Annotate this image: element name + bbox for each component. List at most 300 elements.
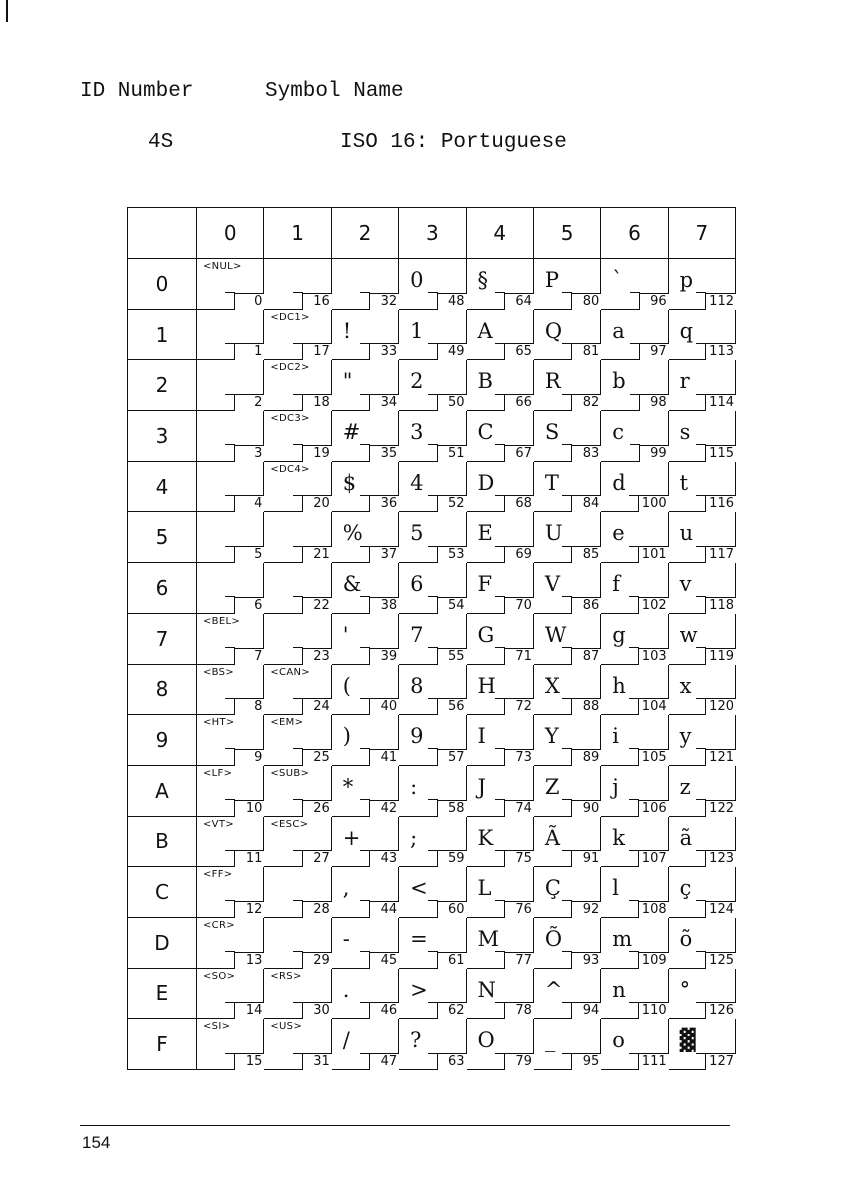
char-cell: [331, 715, 398, 766]
decimal-code: 37: [369, 546, 399, 563]
char-cell: [331, 461, 398, 512]
decimal-code: 15: [234, 1053, 264, 1070]
character-glyph: b: [612, 369, 626, 394]
character-glyph: 4: [410, 470, 424, 495]
character-glyph: u: [679, 521, 694, 546]
decimal-code: 42: [369, 800, 399, 817]
char-cell: [533, 360, 600, 411]
character-glyph: d: [612, 470, 626, 495]
decimal-code: 106: [638, 800, 669, 817]
character-glyph: &: [342, 572, 362, 597]
decimal-code: 72: [504, 698, 534, 715]
decimal-code: 35: [369, 445, 399, 462]
character-glyph: X: [544, 673, 560, 698]
character-glyph: ': [342, 622, 349, 647]
column-header: 0: [197, 208, 264, 259]
char-cell: [399, 816, 466, 867]
character-glyph: L: [477, 876, 492, 901]
decimal-code: 100: [638, 495, 669, 512]
char-cell: [466, 1019, 533, 1070]
decimal-code: 31: [302, 1053, 332, 1070]
char-cell: [466, 360, 533, 411]
char-cell: [533, 816, 600, 867]
decimal-code: 79: [504, 1053, 534, 1070]
char-cell: [264, 411, 331, 462]
decimal-code: 119: [705, 648, 736, 665]
character-glyph: *: [342, 774, 354, 799]
char-cell: [466, 664, 533, 715]
decimal-code: 97: [639, 343, 669, 360]
column-header: 6: [601, 208, 668, 259]
decimal-code: 96: [639, 293, 669, 310]
character-glyph: B: [477, 369, 493, 394]
char-cell: [197, 411, 264, 462]
decimal-code: 123: [705, 850, 736, 867]
char-cell: [668, 563, 735, 614]
control-code-label: <CR>: [203, 919, 235, 931]
char-cell: [533, 259, 600, 310]
decimal-code: 95: [571, 1053, 601, 1070]
char-cell: [399, 360, 466, 411]
decimal-code: 90: [571, 800, 601, 817]
character-glyph: v: [679, 572, 692, 597]
character-glyph: !: [342, 318, 352, 343]
decimal-code: 64: [504, 293, 534, 310]
control-code-label: <EM>: [270, 717, 304, 729]
char-cell: [399, 563, 466, 614]
char-cell: [466, 613, 533, 664]
char-cell: [601, 259, 668, 310]
char-cell: [197, 664, 264, 715]
decimal-code: 6: [234, 597, 264, 614]
char-cell: [601, 816, 668, 867]
character-glyph: 0: [410, 268, 424, 292]
character-glyph: .: [342, 977, 350, 1002]
table-row: [128, 360, 736, 411]
character-glyph: i: [612, 724, 619, 749]
char-cell: [466, 309, 533, 360]
char-cell: [533, 1019, 600, 1070]
char-cell: [264, 715, 331, 766]
decimal-code: 61: [437, 952, 467, 969]
decimal-code: 84: [571, 495, 601, 512]
row-header: 7: [128, 613, 197, 664]
character-glyph: j: [612, 774, 619, 799]
character-glyph: ^: [544, 977, 563, 1002]
decimal-code: 98: [639, 394, 669, 411]
page-number: 154: [82, 1133, 111, 1152]
decimal-code: 13: [234, 952, 264, 969]
symbol-name-value: ISO 16: Portuguese: [340, 131, 567, 154]
decimal-code: 65: [504, 343, 534, 360]
char-cell: [197, 968, 264, 1019]
char-cell: [399, 613, 466, 664]
decimal-code: 77: [504, 952, 534, 969]
decimal-code: 91: [571, 850, 601, 867]
char-cell: [668, 411, 735, 462]
control-code-label: <DC1>: [270, 311, 310, 323]
char-cell: [197, 613, 264, 664]
char-cell: [466, 968, 533, 1019]
column-header: 1: [264, 208, 331, 259]
decimal-code: 28: [302, 901, 332, 918]
char-cell: [533, 968, 600, 1019]
decimal-code: 78: [504, 1002, 534, 1019]
page-edge-mark: [6, 0, 8, 22]
character-glyph: T: [544, 470, 559, 495]
char-cell: [264, 563, 331, 614]
decimal-code: 44: [369, 901, 399, 918]
char-cell: [668, 765, 735, 816]
character-glyph: 6: [410, 572, 424, 597]
char-cell: [399, 411, 466, 462]
char-cell: [601, 461, 668, 512]
char-cell: [331, 563, 398, 614]
decimal-code: 11: [234, 850, 264, 867]
decimal-code: 75: [504, 850, 534, 867]
char-cell: [533, 563, 600, 614]
decimal-code: 53: [437, 546, 467, 563]
control-code-label: <BS>: [203, 666, 234, 678]
decimal-code: 68: [504, 495, 534, 512]
character-glyph: ): [342, 724, 351, 749]
decimal-code: 56: [437, 698, 467, 715]
control-code-label: <BEL>: [203, 615, 241, 627]
char-cell: [466, 765, 533, 816]
control-code-label: <HT>: [203, 717, 235, 729]
row-header: A: [128, 765, 197, 816]
decimal-code: 45: [369, 952, 399, 969]
char-cell: [601, 917, 668, 968]
character-glyph: ?: [410, 1028, 422, 1053]
character-glyph: 8: [410, 673, 424, 698]
char-cell: [601, 613, 668, 664]
character-glyph: G: [477, 622, 495, 647]
decimal-code: 43: [369, 850, 399, 867]
row-header: 4: [128, 461, 197, 512]
column-header: 7: [668, 208, 735, 259]
char-cell: [601, 715, 668, 766]
character-glyph: #: [342, 420, 361, 445]
char-cell: [331, 917, 398, 968]
decimal-code: 70: [504, 597, 534, 614]
char-cell: [466, 411, 533, 462]
character-glyph: A: [477, 318, 493, 343]
character-glyph: <: [410, 876, 428, 901]
char-cell: [533, 411, 600, 462]
decimal-code: 8: [234, 698, 264, 715]
char-cell: [264, 461, 331, 512]
decimal-code: 26: [302, 800, 332, 817]
decimal-code: 69: [504, 546, 534, 563]
char-cell: [399, 765, 466, 816]
table-row: [128, 664, 736, 715]
decimal-code: 71: [504, 648, 534, 665]
decimal-code: 83: [571, 445, 601, 462]
control-code-label: <FF>: [203, 869, 233, 881]
row-header: 8: [128, 664, 197, 715]
char-cell: [197, 715, 264, 766]
decimal-code: 107: [638, 850, 669, 867]
decimal-code: 122: [705, 800, 736, 817]
table-row: [128, 867, 736, 918]
decimal-code: 39: [369, 648, 399, 665]
row-header: B: [128, 816, 197, 867]
char-cell: [197, 309, 264, 360]
character-glyph: H: [477, 673, 496, 698]
decimal-code: 74: [504, 800, 534, 817]
decimal-code: 17: [302, 343, 332, 360]
character-glyph: q: [679, 318, 694, 343]
decimal-code: 115: [705, 445, 736, 462]
character-glyph: C: [477, 420, 494, 445]
decimal-code: 86: [571, 597, 601, 614]
column-header: 2: [331, 208, 398, 259]
char-cell: [197, 816, 264, 867]
decimal-code: 102: [638, 597, 669, 614]
decimal-code: 7: [234, 648, 264, 665]
symbol-name-heading: Symbol Name: [265, 80, 404, 103]
table-row: [128, 765, 736, 816]
decimal-code: 1: [234, 343, 264, 360]
decimal-code: 127: [705, 1053, 736, 1070]
character-glyph: p: [679, 268, 694, 292]
character-glyph: g: [612, 622, 626, 647]
char-cell: [331, 1019, 398, 1070]
char-cell: [466, 461, 533, 512]
decimal-code: 76: [504, 901, 534, 918]
char-cell: [668, 259, 735, 310]
row-header: E: [128, 968, 197, 1019]
column-header: 4: [466, 208, 533, 259]
char-cell: [331, 411, 398, 462]
decimal-code: 81: [571, 343, 601, 360]
decimal-code: 33: [369, 343, 399, 360]
character-glyph: /: [342, 1028, 350, 1053]
decimal-code: 108: [638, 901, 669, 918]
decimal-code: 38: [369, 597, 399, 614]
character-glyph: R: [544, 369, 561, 394]
character-glyph: Ã: [544, 825, 561, 850]
decimal-code: 82: [571, 394, 601, 411]
decimal-code: 20: [302, 495, 332, 512]
decimal-code: 59: [437, 850, 467, 867]
character-glyph: ç: [679, 876, 692, 901]
character-glyph: (: [342, 673, 351, 698]
character-glyph: W: [544, 622, 567, 647]
character-glyph: 3: [410, 420, 424, 445]
decimal-code: 112: [705, 293, 736, 310]
table-row: [128, 613, 736, 664]
control-code-label: <RS>: [270, 970, 302, 982]
char-cell: [264, 867, 331, 918]
decimal-code: 52: [437, 495, 467, 512]
character-glyph: ,: [342, 876, 350, 901]
table-row: [128, 1019, 736, 1070]
character-glyph: Õ: [544, 926, 563, 951]
row-header: F: [128, 1019, 197, 1070]
character-glyph: n: [612, 977, 626, 1002]
char-cell: [331, 968, 398, 1019]
decimal-code: 9: [234, 749, 264, 766]
character-glyph: x: [679, 673, 692, 698]
decimal-code: 121: [705, 749, 736, 766]
character-glyph: 7: [410, 622, 424, 647]
decimal-code: 73: [504, 749, 534, 766]
char-cell: [533, 867, 600, 918]
decimal-code: 32: [369, 293, 399, 310]
char-cell: [601, 512, 668, 563]
character-glyph: r: [679, 369, 690, 394]
char-cell: [331, 664, 398, 715]
id-number-value: 4S: [148, 131, 174, 154]
column-header: 3: [399, 208, 466, 259]
row-header: 9: [128, 715, 197, 766]
character-glyph: `: [612, 268, 623, 292]
character-glyph: -: [342, 926, 350, 951]
char-cell: [264, 917, 331, 968]
decimal-code: 55: [437, 648, 467, 665]
char-cell: [197, 1019, 264, 1070]
char-cell: [533, 461, 600, 512]
char-cell: [399, 715, 466, 766]
char-cell: [668, 512, 735, 563]
character-glyph: >: [410, 977, 428, 1002]
char-cell: [668, 816, 735, 867]
decimal-code: 40: [369, 698, 399, 715]
control-code-label: <DC4>: [270, 463, 310, 475]
character-glyph: 5: [410, 521, 424, 546]
table-row: [128, 816, 736, 867]
char-cell: [264, 664, 331, 715]
decimal-code: 27: [302, 850, 332, 867]
decimal-code: 117: [705, 546, 736, 563]
char-cell: [331, 613, 398, 664]
control-code-label: <SUB>: [270, 767, 310, 779]
char-cell: [601, 360, 668, 411]
decimal-code: 57: [437, 749, 467, 766]
decimal-code: 101: [638, 546, 669, 563]
char-cell: [331, 309, 398, 360]
char-cell: [533, 512, 600, 563]
character-glyph: y: [679, 724, 692, 749]
character-glyph: P: [544, 268, 560, 292]
table-corner: [128, 208, 197, 259]
char-cell: [668, 613, 735, 664]
table-row: [128, 411, 736, 462]
decimal-code: 116: [705, 495, 736, 512]
row-header: C: [128, 867, 197, 918]
char-cell: [264, 968, 331, 1019]
char-cell: [466, 867, 533, 918]
decimal-code: 29: [302, 952, 332, 969]
char-cell: [466, 917, 533, 968]
decimal-code: 58: [437, 800, 467, 817]
char-cell: [399, 968, 466, 1019]
char-cell: [466, 715, 533, 766]
decimal-code: 50: [437, 394, 467, 411]
decimal-code: 24: [302, 698, 332, 715]
char-cell: [601, 664, 668, 715]
decimal-code: 3: [234, 445, 264, 462]
decimal-code: 19: [302, 445, 332, 462]
char-cell: [399, 259, 466, 310]
char-cell: [264, 765, 331, 816]
char-cell: [197, 867, 264, 918]
char-cell: [399, 917, 466, 968]
char-cell: [601, 765, 668, 816]
decimal-code: 126: [705, 1002, 736, 1019]
decimal-code: 51: [437, 445, 467, 462]
decimal-code: 46: [369, 1002, 399, 1019]
char-cell: [668, 917, 735, 968]
character-glyph: c: [612, 420, 625, 445]
decimal-code: 92: [571, 901, 601, 918]
table-body: [128, 259, 736, 1070]
table-row: [128, 917, 736, 968]
table-row: [128, 461, 736, 512]
character-glyph: _: [544, 1028, 556, 1053]
decimal-code: 85: [571, 546, 601, 563]
character-glyph: ": [342, 369, 353, 394]
decimal-code: 124: [705, 901, 736, 918]
decimal-code: 93: [571, 952, 601, 969]
decimal-code: 12: [234, 901, 264, 918]
char-cell: [601, 563, 668, 614]
character-glyph: o: [612, 1028, 625, 1053]
decimal-code: 125: [705, 952, 736, 969]
character-glyph: °: [679, 977, 691, 1002]
char-cell: [466, 512, 533, 563]
character-glyph: Z: [544, 774, 560, 799]
char-cell: [668, 867, 735, 918]
decimal-code: 23: [302, 648, 332, 665]
character-glyph: 9: [410, 724, 424, 749]
character-glyph: z: [679, 774, 691, 799]
character-set-table: [127, 207, 736, 1070]
decimal-code: 0: [234, 293, 264, 310]
char-cell: [668, 309, 735, 360]
decimal-code: 99: [639, 445, 669, 462]
character-glyph: F: [477, 572, 493, 597]
char-cell: [264, 816, 331, 867]
char-cell: [668, 715, 735, 766]
char-cell: [264, 259, 331, 310]
char-cell: [668, 1019, 735, 1070]
character-glyph: =: [410, 926, 428, 951]
char-cell: [331, 816, 398, 867]
control-code-label: <LF>: [203, 767, 233, 779]
table-row: [128, 259, 736, 310]
char-cell: [601, 1019, 668, 1070]
decimal-code: 103: [638, 648, 669, 665]
decimal-code: 16: [302, 293, 332, 310]
char-cell: [197, 461, 264, 512]
character-glyph: ▓: [679, 1028, 696, 1053]
decimal-code: 109: [638, 952, 669, 969]
char-cell: [264, 613, 331, 664]
character-glyph: t: [679, 470, 689, 495]
row-header: 6: [128, 563, 197, 614]
char-cell: [197, 259, 264, 310]
char-cell: [399, 512, 466, 563]
char-cell: [399, 867, 466, 918]
character-glyph: M: [477, 926, 500, 951]
row-header: 3: [128, 411, 197, 462]
character-glyph: D: [477, 470, 495, 495]
char-cell: [601, 309, 668, 360]
character-glyph: 1: [410, 318, 424, 343]
